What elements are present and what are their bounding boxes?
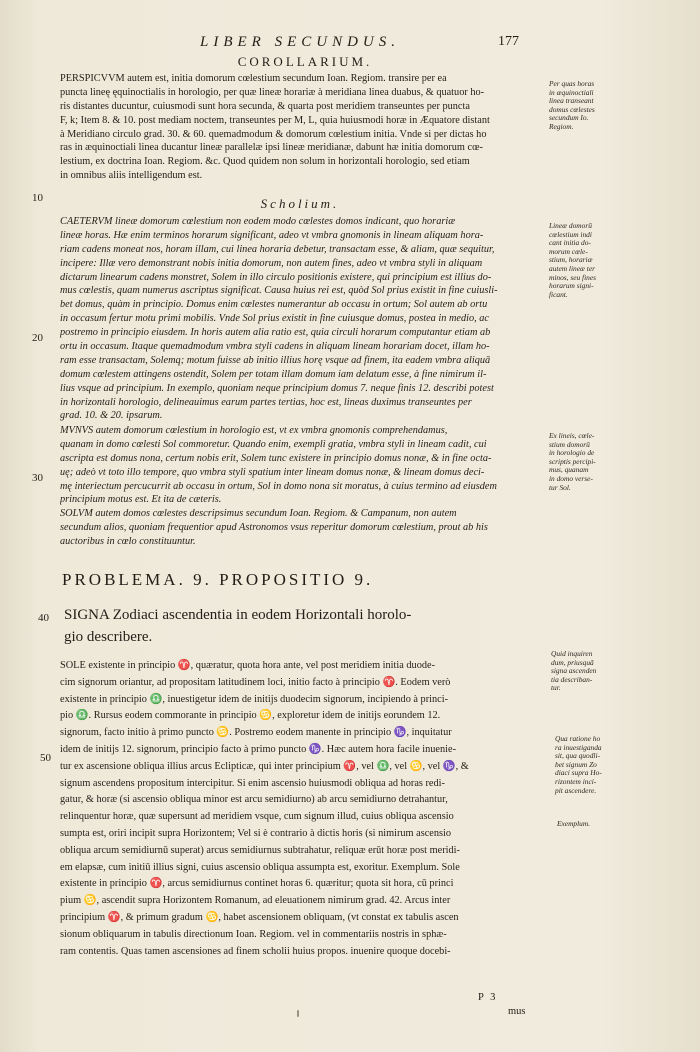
margin-note-line: linea transeant	[549, 96, 594, 106]
margin-note-line: in æquinoctiali	[549, 87, 594, 97]
margin-note-line: minos, seu fines	[549, 272, 597, 282]
margin-note-line: Lineæ domorū	[549, 221, 592, 230]
text-line: postremo in principio eiusdem. In horis autem alia ratio est, quia circuli horarum computantur etiam ab	[60, 327, 491, 339]
text-line: principium motus est. Et ita de cæteris.	[60, 494, 222, 506]
text-line: tur ex ascensione obliqua illius arcus Eclipticæ, qui inter principium ♈, vel ♎, vel ♋, vel ♑, &	[60, 760, 469, 772]
margin-note	[557, 820, 590, 829]
text-line: signum ascendens propositum intercipitur. Si enim ascensio huiusmodi obliqua ad horas redi-	[60, 777, 445, 789]
line-number: 20	[32, 332, 43, 344]
margin-note-line: dum, priusquā	[551, 657, 594, 667]
text-line: F, k; Item 8. & 10. post mediam noctem, transeuntes per M, L, quia huiusmodi horæ in Æquatore distant	[60, 114, 490, 126]
margin-note-line: signa ascenden	[551, 666, 597, 676]
corollarium-text	[60, 72, 542, 183]
corollarium-heading: COROLLARIUM.	[237, 54, 373, 69]
scholium-text	[60, 215, 542, 423]
text-line: grad. 10. & 20. ipsarum.	[60, 410, 163, 422]
text-line: em elapsæ, cum initiū illius signi, cuius ascensio obliqua assumpta est, exoritur. Exemplum. Sole	[60, 861, 460, 873]
text-line: cim signorum oriantur, ad propositam latitudinem loci, initio facto à principio ♈. Eodem verò	[60, 676, 451, 688]
margin-note-line: sit, qua quodli-	[555, 751, 600, 761]
margin-note-line: Per quas horas	[549, 79, 595, 88]
margin-note-line: pit ascendere.	[555, 785, 597, 795]
text-line: existente in principio ♎, inuestigetur idem de initijs duodecim signorum, incipiendo à princi-	[60, 693, 449, 705]
margin-note-line: ficant.	[549, 289, 568, 299]
margin-note-line: mus, quanam	[549, 465, 589, 475]
margin-note-line: Ex lineis, cœle-	[549, 431, 595, 440]
margin-note-line: secundum Io.	[549, 113, 589, 123]
text-line: domum cœlestem attingens ostendit, Solem per totam illam domum iam delatum esse, à fine nimirum il-	[60, 368, 487, 380]
line-number: 10	[32, 192, 43, 204]
text-line: idem de initijs 12. signorum, principio facto à primo puncto ♑. Hæc autem hora facile inuenie-	[60, 743, 456, 755]
margin-note-line: in domo verse-	[549, 473, 593, 483]
text-line: CAETERVM lineæ domorum cœlestium non eodem modo cœlestes domos indicant, quo horariæ	[60, 216, 456, 227]
text-line: gatur, & horæ (si ascensio obliqua minor est arcu semidiurno) ab arcu semidiurno detrahantur,	[60, 794, 448, 806]
margin-note-line: horarum signi-	[549, 281, 594, 291]
margin-note	[549, 80, 595, 132]
text-line: incipere: Illæ vero demonstrant nobis initia domorum, non autem fines, adeo vt vmbra styli in aliquam	[60, 257, 483, 269]
text-line: pium ♋, ascendit supra Horizontem Romanum, ad eleuationem nimirum grad. 42. Arcus inter	[60, 895, 451, 907]
text-line: ras in æquinoctiali linea ducantur lineæ parallelæ ipsi lineæ meridianæ, dabunt hæ initia domorum cœ-	[60, 142, 483, 154]
text-line: dictarum linearum cadens monstret, Solem in illo circulo positionis existere, qui principium est illius do-	[60, 271, 492, 283]
margin-note	[555, 735, 602, 795]
margin-note-line: Qua ratione ho	[555, 734, 601, 743]
catchword: mus	[508, 1006, 526, 1017]
line-number: 50	[40, 752, 51, 764]
text-line: quanam in domo cœlesti Sol commoretur. Quando enim, exempli gratia, vmbra styli in lineam cadit, cui	[60, 438, 487, 450]
margin-note-line: Quid inquiren	[551, 649, 593, 658]
line-number: 30	[32, 472, 43, 484]
text-line: ram contentis. Quas tamen ascensiones ad finem scholii huius propos. inuenire quoque docebi-	[60, 945, 451, 957]
text-line: ortu in occasum. Itaque quemadmodum vmbra styli cadens in aliquam lineam horariam docet, illam ho-	[60, 341, 490, 353]
margin-note-line: in horologio de	[549, 448, 595, 458]
text-line: lius vsque ad principium. In exemplo, quoniam neque principium domus 7. neque finis 12. describi potest	[60, 382, 494, 394]
text-line: auctoribus in cœlo constituuntur.	[60, 536, 196, 548]
munus-text	[60, 424, 542, 549]
margin-note-line: Exemplum.	[557, 819, 591, 828]
text-line: à Meridiano circulo grad. 30. & 60. quemadmodum & domorum cœlestium initia. Vnde si per dictas ho	[60, 128, 487, 140]
margin-note-line: tur Sol.	[549, 482, 571, 492]
margin-note-line: diaci supra Ho-	[555, 768, 602, 778]
text-line: gio describere.	[64, 629, 153, 645]
text-line: sumpta est, oriri incipit supra Horizontem; Vel si è contrario à dictis horis (si nimirum ascensio	[60, 827, 452, 839]
problem-text	[60, 658, 542, 960]
line-number: 40	[38, 612, 49, 624]
text-line: relinquentur horæ, quæ supersunt ad meridiem vsque, cum signum illud, cuius obliqua ascensio	[60, 811, 454, 823]
margin-note-line: cœlestium indi	[549, 229, 592, 239]
margin-note	[549, 222, 596, 299]
text-line: SOLVM autem domos cœlestes descripsimus secundum Ioan. Regiom. & Campanum, non autem	[60, 508, 457, 520]
margin-note-line: cant initia do-	[549, 238, 591, 248]
text-line: SIGNA Zodiaci ascendentia in eodem Horizontali horolo-	[64, 607, 412, 623]
running-head: LIBER SECUNDUS.	[200, 34, 400, 50]
margin-note-line: stium domorū	[549, 439, 590, 449]
text-line: ram esse transactam, Solemq; motum fuisse ab initio illius horę vsque ad finem, ita eadem vmbra aliquā	[60, 354, 491, 366]
text-line: signorum, facto initio à primo puncto ♋. Postremo eodem manente in principio ♑, inquitatur	[60, 727, 452, 739]
margin-note-line: Regiom.	[549, 121, 574, 131]
text-line: SOLE existente in principio ♈, quæratur, quota hora ante, vel post meridiem initia duode-	[60, 660, 436, 671]
margin-note-line: morum cœle-	[549, 246, 588, 256]
text-line: in omnibus aliis intelligendum est.	[60, 170, 203, 182]
text-line: mus cœlestis, quam numerus ascriptus significat. Causa huius rei est, quòd Sol prius existit in fine cuiusli-	[60, 285, 498, 297]
margin-note-line: scriptis percipi-	[549, 456, 596, 466]
signature-mark: P 3	[478, 992, 498, 1003]
text-line: in horizontali horologio, delineauimus earum partes tertias, hoc est, lineas duximus transeuntes per	[60, 396, 472, 408]
text-line: uę; adeò vt toto illo tempore, quo vmbra styli spatium inter lineam domus nonæ, & lineam domus deci-	[60, 466, 485, 478]
text-line: ascripta est domus nona, certum nobis erit, Solem tunc existere in principio domus nonæ, & in fine octa-	[60, 452, 492, 464]
problem-title: PROBLEMA. 9. PROPOSITIO 9.	[62, 570, 374, 589]
paper-blemish	[297, 1010, 299, 1017]
margin-note	[551, 650, 596, 693]
margin-note	[549, 432, 596, 492]
text-line: obliqua arcum semidiurnū superat) arcus semidiurnus subtrahatur, reliquæ erūt horæ post meridi-	[60, 844, 460, 856]
text-line: mę interiectum percucurrit ab occasu in ortum, Sol in domo nona sit moratus, à cuius termino ad eiusdem	[60, 480, 497, 492]
margin-note-line: ra inuestiganda	[555, 742, 602, 752]
margin-note-line: stium, horariæ	[549, 255, 593, 265]
text-line: pio ♎. Rursus eodem commorante in principio ♋, exploretur idem de initijs eorundem 12.	[60, 710, 441, 722]
margin-note-line: tia describan-	[551, 674, 593, 684]
text-line: sionum obliquarum in tabulis directionum Ioan. Regiom. vel in commentariis nostris in sphæ-	[60, 928, 447, 940]
text-line: ris distantes ducuntur, cuiusmodi sunt hora secunda, & quarta post meridiem transeuntes per puncta	[60, 100, 470, 112]
text-line: bet domus, quàm in principio. Domus enim cœlestes numerantur ab occasu in ortum; Sol autem ab ortu	[60, 299, 488, 311]
text-line: lestium, ex doctrina Ioan. Regiom. &c. Quod quidem non solum in horizontali horologio, sed etiam	[60, 156, 470, 168]
text-line: puncta lineę ęquinoctialis in horologio, per quæ lineæ horariæ à meridiana linea duabus, & quatuor ho-	[60, 86, 485, 98]
scholium-heading: Scholium.	[260, 196, 340, 211]
margin-note-line: tur.	[551, 683, 561, 693]
margin-note-line: domus cœlestes	[549, 104, 595, 114]
text-line: secundum alios, quoniam frequentior apud Astronomos vsus reperitur domorum cœlestium, prout ab his	[60, 522, 488, 534]
signa-statement	[64, 604, 542, 648]
text-line: riam cadens moneat nos, horam illam, cui linea horaria debetur, transactam esse, & aliam, quæ sequitur,	[60, 243, 495, 255]
margin-note-line: autem lineæ ter	[549, 263, 595, 273]
margin-note-line: rizontem inci-	[555, 776, 597, 786]
page-number: 177	[498, 34, 519, 49]
text-line: existente in principio ♈, arcus semidiurnus continet horas 6. quæritur; quota sit hora, cū princi	[60, 878, 454, 890]
text-line: principium ♈, & primum gradum ♋, habet ascensionem obliquam, (vt constat ex tabulis ascen	[60, 911, 459, 923]
text-line: MVNVS autem domorum cœlestium in horologio est, vt ex vmbra gnomonis comprehendamus,	[60, 425, 448, 436]
text-line: in occasum fertur motu primi mobilis. Vnde Sol prius existit in fine cuiusque domus, postea in medio, ac	[60, 313, 489, 325]
text-line: lineæ horas. Hæ enim terminos horarum significant, adeo vt vmbra gnomonis in lineam aliquam hora-	[60, 229, 484, 241]
text-line: PERSPICVVM autem est, initia domorum cœlestium secundum Ioan. Regiom. transire per ea	[60, 73, 447, 84]
margin-note-line: bet signum Zo	[555, 759, 597, 769]
